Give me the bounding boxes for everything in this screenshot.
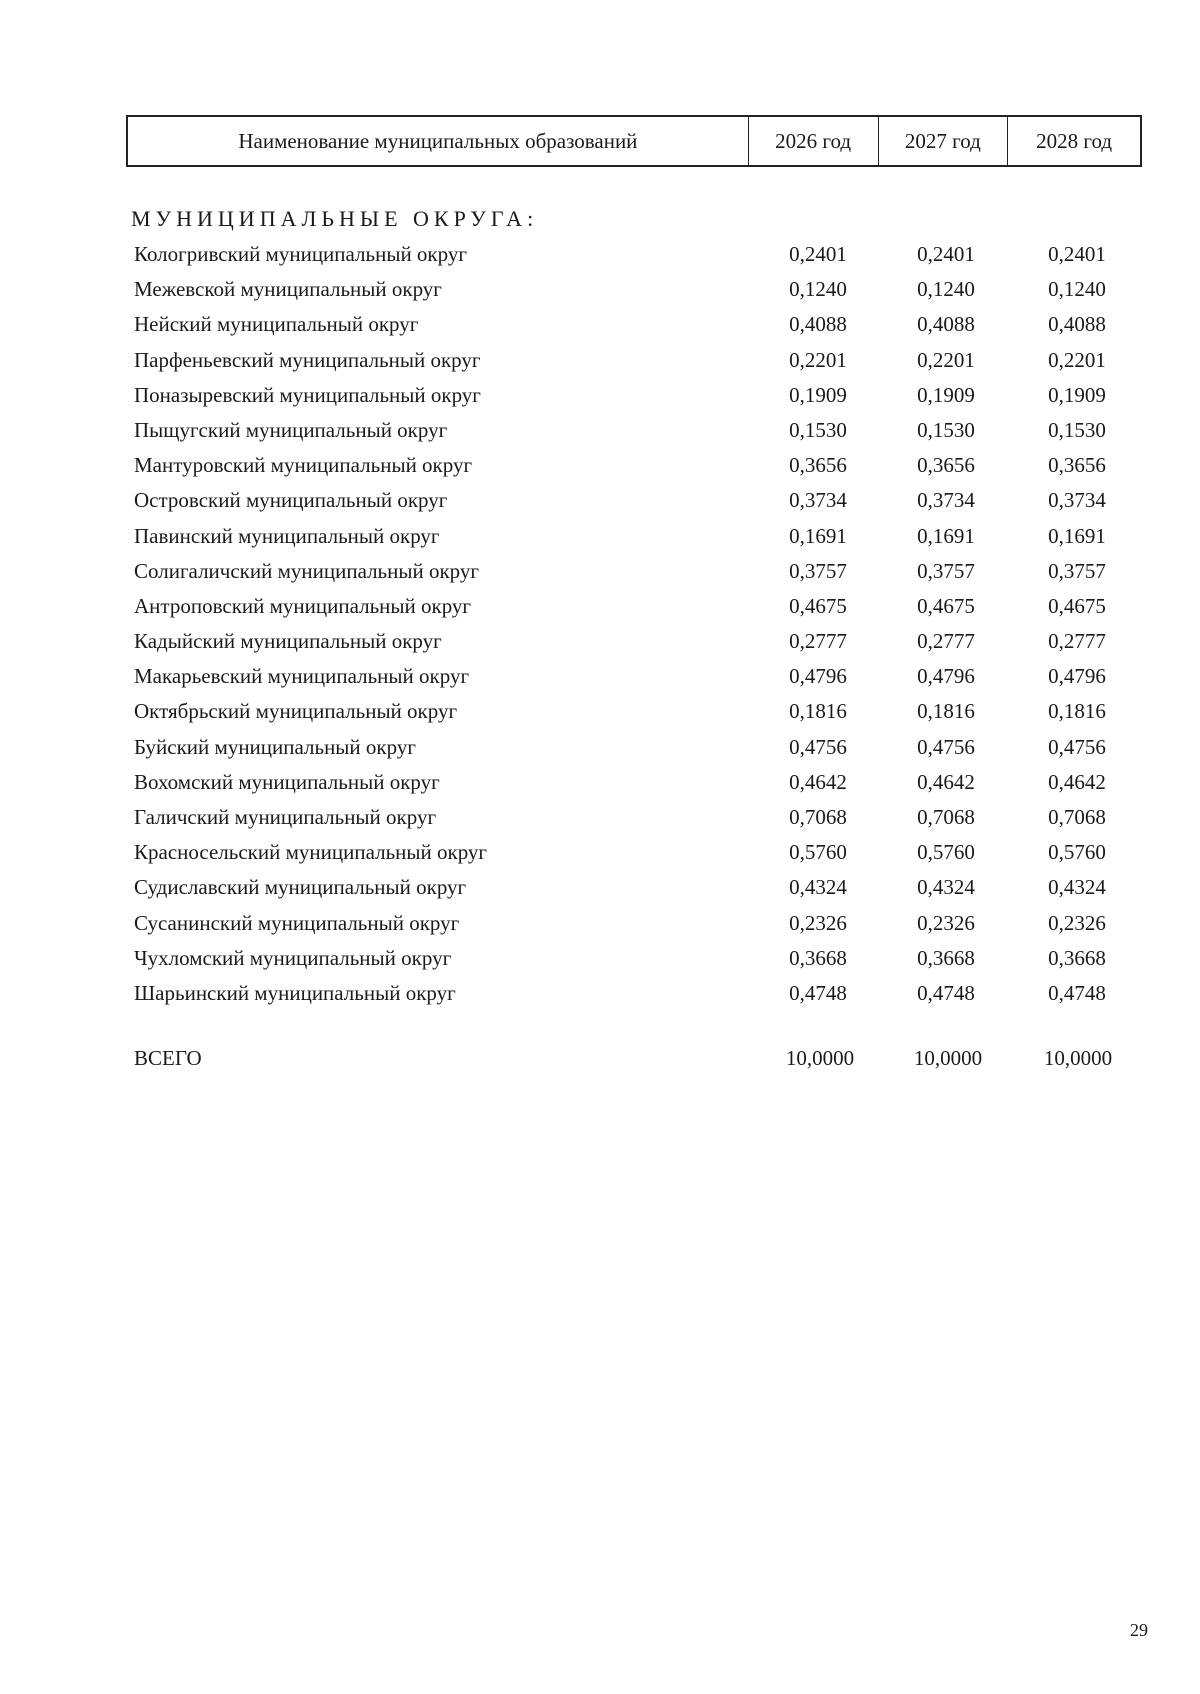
row-name: Сусанинский муниципальный округ [134,910,460,935]
row-value-2027: 0,1816 [917,699,975,724]
row-name: Парфеньевский муниципальный округ [134,347,481,372]
row-name: Красносельский муниципальный округ [134,840,488,865]
row-value-2026: 0,3668 [789,945,847,970]
row-value-2028: 0,1816 [1048,699,1106,724]
row-value-2028: 0,3757 [1048,558,1106,583]
table-row [131,732,1131,767]
row-name: Судиславский муниципальный округ [134,875,467,900]
row-name: Кадыйский муниципальный округ [134,629,442,654]
table-header [126,115,1142,167]
row-value-2028: 0,3656 [1048,453,1106,478]
row-value-2028: 0,4748 [1048,980,1106,1005]
row-value-2026: 0,4088 [789,312,847,337]
table-row [131,450,1131,485]
row-value-2026: 0,4748 [789,980,847,1005]
table-row [131,345,1131,380]
row-value-2027: 0,1691 [917,523,975,548]
row-name: Чухломский муниципальный округ [134,945,452,970]
row-name: Шарьинский муниципальный округ [134,980,456,1005]
row-value-2027: 0,5760 [917,840,975,865]
table-row [131,274,1131,309]
row-value-2028: 0,1691 [1048,523,1106,548]
table-row [131,239,1131,274]
row-value-2028: 0,4796 [1048,664,1106,689]
row-name: Буйский муниципальный округ [134,734,416,759]
row-value-2027: 0,4756 [917,734,975,759]
row-value-2028: 0,5760 [1048,840,1106,865]
row-name: Островский муниципальный округ [134,488,448,513]
row-value-2027: 0,4796 [917,664,975,689]
table-row [131,943,1131,978]
table-row [131,872,1131,907]
row-value-2026: 0,7068 [789,805,847,829]
row-value-2027: 0,3757 [917,558,975,583]
row-value-2026: 0,4642 [789,769,847,794]
header-year-2028: 2028 год [1036,128,1113,153]
row-value-2027: 0,4675 [917,593,975,618]
row-value-2026: 0,3757 [789,558,847,583]
row-value-2026: 0,3734 [789,488,847,513]
row-value-2028: 0,4088 [1048,312,1106,337]
table-row [131,309,1131,344]
row-value-2028: 0,4756 [1048,734,1106,759]
row-name: Мантуровский муниципальный округ [134,453,473,478]
row-name: Макарьевский муниципальный округ [134,664,470,689]
row-value-2026: 0,1909 [789,382,847,407]
row-value-2026: 0,1240 [789,277,847,302]
row-name: Межевской муниципальный округ [134,277,442,302]
row-name: Павинский муниципальный округ [134,523,440,548]
table-row [131,696,1131,731]
row-value-2027: 0,2401 [917,242,975,266]
page-number: 29 [1130,1620,1148,1640]
row-value-2028: 0,3734 [1048,488,1106,513]
row-value-2027: 0,3734 [917,488,975,513]
table-row [131,380,1131,415]
total-2028: 10,0000 [1043,1046,1113,1070]
row-name: Октябрьский муниципальный округ [134,699,458,724]
row-value-2027: 0,4642 [917,769,975,794]
row-value-2028: 0,2401 [1048,242,1106,266]
row-value-2026: 0,4756 [789,734,847,759]
row-value-2026: 0,2201 [789,347,847,372]
row-name: Поназыревский муниципальный округ [134,382,481,407]
table-row [131,837,1131,872]
row-name: Вохомский муниципальный округ [134,769,440,794]
row-value-2028: 0,4324 [1048,875,1106,900]
total-label: ВСЕГО [134,1046,202,1070]
row-value-2028: 0,4675 [1048,593,1106,618]
row-value-2027: 0,3668 [917,945,975,970]
table-row [131,767,1131,802]
row-value-2026: 0,4324 [789,875,847,900]
row-value-2027: 0,4748 [917,980,975,1005]
section-title: МУНИЦИПАЛЬНЫЕ ОКРУГА: [131,206,539,231]
row-value-2028: 0,2777 [1048,629,1106,654]
row-value-2026: 0,2777 [789,629,847,654]
row-value-2028: 0,1909 [1048,382,1106,407]
row-value-2026: 0,5760 [789,840,847,865]
row-value-2028: 0,1240 [1048,277,1106,302]
table-row [131,521,1131,556]
row-value-2026: 0,1816 [789,699,847,724]
table-row [131,415,1131,450]
header-year-2027: 2027 год [879,117,1009,165]
table-row [131,485,1131,520]
row-name: Кологривский муниципальный округ [134,242,467,266]
row-value-2027: 0,2777 [917,629,975,654]
row-value-2026: 0,2401 [789,242,847,266]
row-value-2028: 0,2201 [1048,347,1106,372]
table-row [131,591,1131,626]
total-row [131,1043,1131,1078]
row-name: Антроповский муниципальный округ [134,593,472,618]
row-name: Нейский муниципальный округ [134,312,419,337]
row-value-2028: 0,4642 [1048,769,1106,794]
header-name-column: Наименование муниципальных образований [128,117,749,165]
row-value-2027: 0,7068 [917,805,975,829]
row-value-2026: 0,2326 [789,910,847,935]
row-value-2027: 0,2201 [917,347,975,372]
total-2027: 10,0000 [913,1046,983,1070]
row-name: Пыщугский муниципальный округ [134,417,448,442]
row-value-2028: 0,7068 [1048,805,1106,829]
row-value-2027: 0,4088 [917,312,975,337]
table-row [131,661,1131,696]
row-name: Галичский муниципальный округ [134,805,437,829]
total-2026: 10,0000 [785,1046,855,1070]
table-body [131,239,1131,1013]
header-year-2026: 2026 год [749,117,879,165]
row-value-2027: 0,1530 [917,417,975,442]
row-value-2027: 0,1240 [917,277,975,302]
table-row [131,978,1131,1013]
row-value-2026: 0,1691 [789,523,847,548]
row-value-2026: 0,4675 [789,593,847,618]
row-value-2026: 0,1530 [789,417,847,442]
table-row [131,802,1131,837]
row-value-2027: 0,4324 [917,875,975,900]
table-row [131,556,1131,591]
row-name: Солигаличский муниципальный округ [134,558,480,583]
row-value-2028: 0,3668 [1048,945,1106,970]
row-value-2027: 0,2326 [917,910,975,935]
table-row [131,626,1131,661]
table-row [131,908,1131,943]
row-value-2026: 0,4796 [789,664,847,689]
row-value-2028: 0,2326 [1048,910,1106,935]
row-value-2026: 0,3656 [789,453,847,478]
row-value-2027: 0,1909 [917,382,975,407]
row-value-2027: 0,3656 [917,453,975,478]
row-value-2028: 0,1530 [1048,417,1106,442]
